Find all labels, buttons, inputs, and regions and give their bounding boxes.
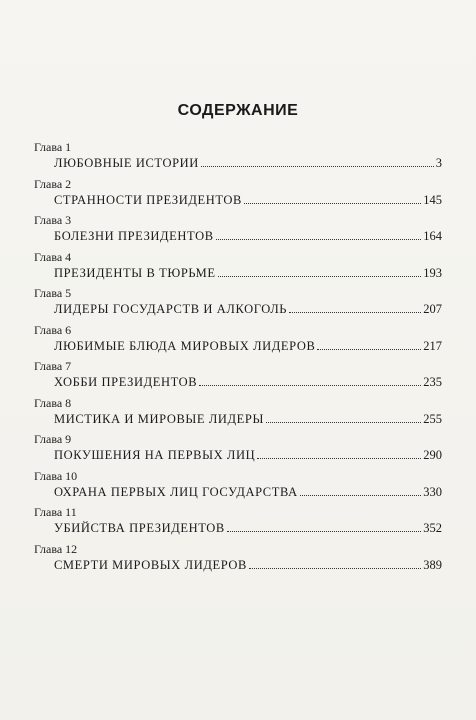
chapter-number: Глава 6 xyxy=(34,322,72,337)
dot-leader xyxy=(216,239,422,240)
page-number: 164 xyxy=(423,229,442,243)
chapter-line xyxy=(54,374,442,390)
chapter-title: ПРЕЗИДЕНТЫ В ТЮРЬМЕ xyxy=(54,265,216,280)
dot-leader xyxy=(289,312,421,313)
chapter-number: Глава 11 xyxy=(34,505,77,519)
page-number: 290 xyxy=(423,448,442,462)
toc-heading: СОДЕРЖАНИЕ xyxy=(177,102,299,119)
chapter-number: Глава 7 xyxy=(34,359,72,373)
chapter-title: СМЕРТИ МИРОВЫХ ЛИДЕРОВ xyxy=(54,557,247,572)
chapter-title: МИСТИКА И МИРОВЫЕ ЛИДЕРЫ xyxy=(54,411,264,426)
chapter-line xyxy=(54,192,442,208)
chapter-title: ХОББИ ПРЕЗИДЕНТОВ xyxy=(54,375,198,389)
chapter-title: БОЛЕЗНИ ПРЕЗИДЕНТОВ xyxy=(54,229,214,243)
dot-leader xyxy=(249,568,421,569)
chapter-line xyxy=(54,155,442,171)
chapter-title: СТРАННОСТИ ПРЕЗИДЕНТОВ xyxy=(54,192,242,207)
chapter-number: Глава 2 xyxy=(34,176,72,191)
dot-leader xyxy=(317,349,421,350)
page-number: 145 xyxy=(423,192,442,207)
chapter-line xyxy=(54,228,442,244)
toc-entry-11 xyxy=(34,505,442,542)
chapter-title: ЛЮБИМЫЕ БЛЮДА МИРОВЫХ ЛИДЕРОВ xyxy=(54,338,316,353)
chapter-line xyxy=(54,338,442,354)
dot-leader xyxy=(227,531,421,532)
chapter-title: ЛЮБОВНЫЕ ИСТОРИИ xyxy=(54,156,199,170)
toc-entry-3 xyxy=(34,213,442,250)
toc-entry-7 xyxy=(34,359,442,396)
dot-leader xyxy=(257,458,421,459)
chapter-line xyxy=(54,411,442,427)
dot-leader xyxy=(244,203,421,204)
toc-entry-9 xyxy=(34,432,442,469)
chapter-line xyxy=(54,447,442,463)
chapter-line xyxy=(54,520,442,536)
dot-leader xyxy=(199,385,421,386)
chapter-number: Глава 4 xyxy=(34,249,72,264)
page-number: 3 xyxy=(435,156,442,170)
toc-entry-10 xyxy=(34,469,442,506)
page-number: 330 xyxy=(423,484,442,499)
dot-leader xyxy=(266,422,421,423)
chapter-title: ОХРАНА ПЕРВЫХ ЛИЦ ГОСУДАРСТВА xyxy=(54,484,298,499)
chapter-title: УБИЙСТВА ПРЕЗИДЕНТОВ xyxy=(54,521,225,535)
dot-leader xyxy=(201,166,434,167)
chapter-line xyxy=(54,301,442,317)
chapter-number: Глава 9 xyxy=(34,432,72,446)
toc-entry-4 xyxy=(34,250,442,287)
dot-leader xyxy=(218,276,422,277)
chapter-number: Глава 1 xyxy=(34,140,72,154)
toc-entry-1 xyxy=(34,140,442,177)
toc-entry-12 xyxy=(34,542,442,579)
toc-entry-6 xyxy=(34,323,442,360)
chapter-number: Глава 3 xyxy=(34,213,72,227)
chapter-title: ЛИДЕРЫ ГОСУДАРСТВ И АЛКОГОЛЬ xyxy=(54,302,288,316)
dot-leader xyxy=(300,495,421,496)
chapter-number: Глава 8 xyxy=(34,395,72,410)
page-number: 389 xyxy=(423,557,442,572)
toc-entry-5 xyxy=(34,286,442,323)
page-number: 255 xyxy=(423,411,442,426)
chapter-number: Глава 5 xyxy=(34,286,72,300)
page-number: 193 xyxy=(423,265,442,280)
page-number: 235 xyxy=(423,375,442,389)
chapter-line xyxy=(54,557,442,573)
toc-entry-8 xyxy=(34,396,442,433)
table-of-contents xyxy=(34,140,442,578)
chapter-line xyxy=(54,484,442,500)
page-number: 207 xyxy=(423,302,442,316)
chapter-number: Глава 12 xyxy=(34,541,78,556)
chapter-line xyxy=(54,265,442,281)
chapter-number: Глава 10 xyxy=(34,468,78,483)
toc-entry-2 xyxy=(34,177,442,214)
page-number: 352 xyxy=(423,521,442,535)
page-number: 217 xyxy=(423,338,442,353)
chapter-title: ПОКУШЕНИЯ НА ПЕРВЫХ ЛИЦ xyxy=(54,448,256,462)
